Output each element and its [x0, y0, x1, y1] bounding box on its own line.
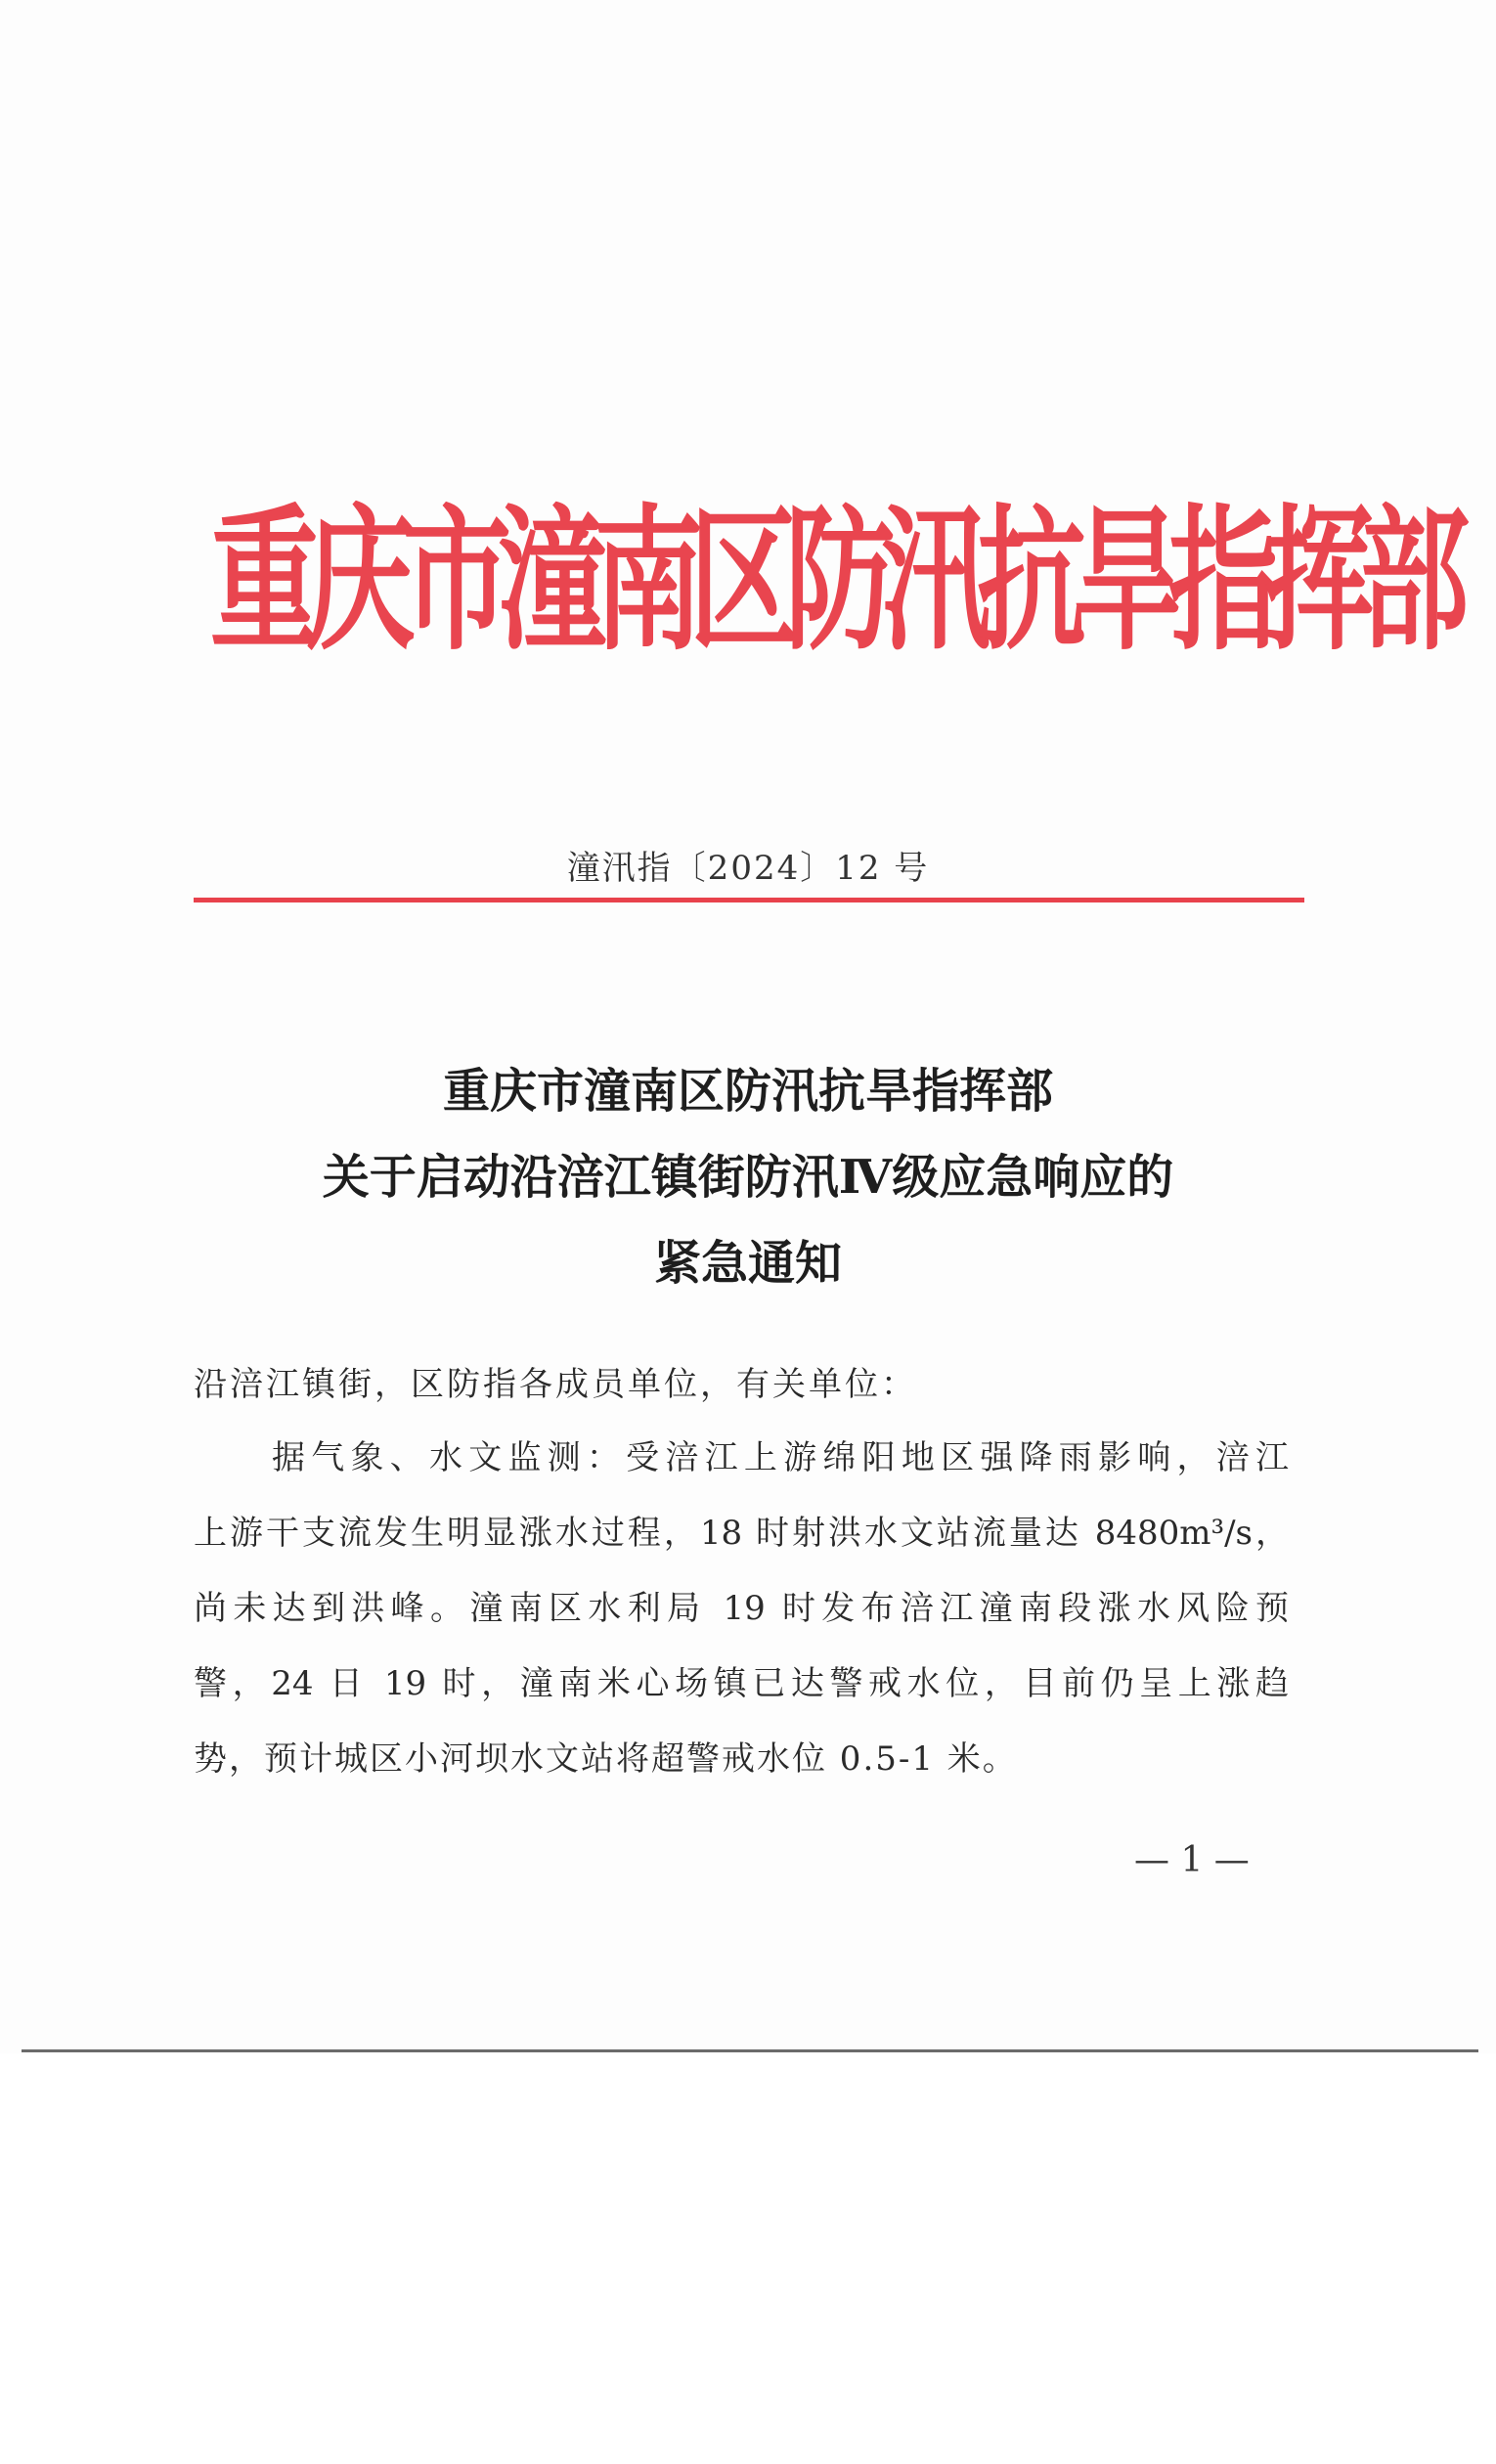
page-number: — 1 — [1134, 1840, 1250, 1880]
red-divider [194, 898, 1304, 902]
document-title [0, 1048, 1496, 1306]
body-line-1: 据气象、水文监测：受涪江上游绵阳地区强降雨影响，涪江 [272, 1438, 1289, 1477]
body-paragraph [194, 1421, 1289, 1797]
document-number: 潼汛指〔2024〕12 号 [566, 849, 930, 888]
body-line-4: 警，24 日 19 时，潼南米心场镇已达警戒水位，目前仍呈上涨趋 [194, 1664, 1289, 1703]
body-line-2: 上游干支流发生明显涨水过程，18 时射洪水文站流量达 8480m³/s， [194, 1514, 1289, 1553]
addressee: 沿涪江镇街，区防指各成员单位，有关单位： [194, 1365, 917, 1404]
page-edge-line [22, 2049, 1478, 2052]
letterhead: 重庆市潼南区防汛抗旱指挥部 [210, 491, 1456, 673]
body-line-5: 势，预计城区小河坝水文站将超警戒水位 0.5-1 米。 [194, 1739, 1018, 1779]
title-line-2: 关于启动沿涪江镇街防汛Ⅳ级应急响应的 [322, 1150, 1174, 1205]
title-line-3: 紧急通知 [653, 1236, 842, 1291]
body-line-3: 尚未达到洪峰。潼南区水利局 19 时发布涪江潼南段涨水风险预 [194, 1589, 1289, 1628]
title-line-1: 重庆市潼南区防汛抗旱指挥部 [442, 1064, 1053, 1119]
